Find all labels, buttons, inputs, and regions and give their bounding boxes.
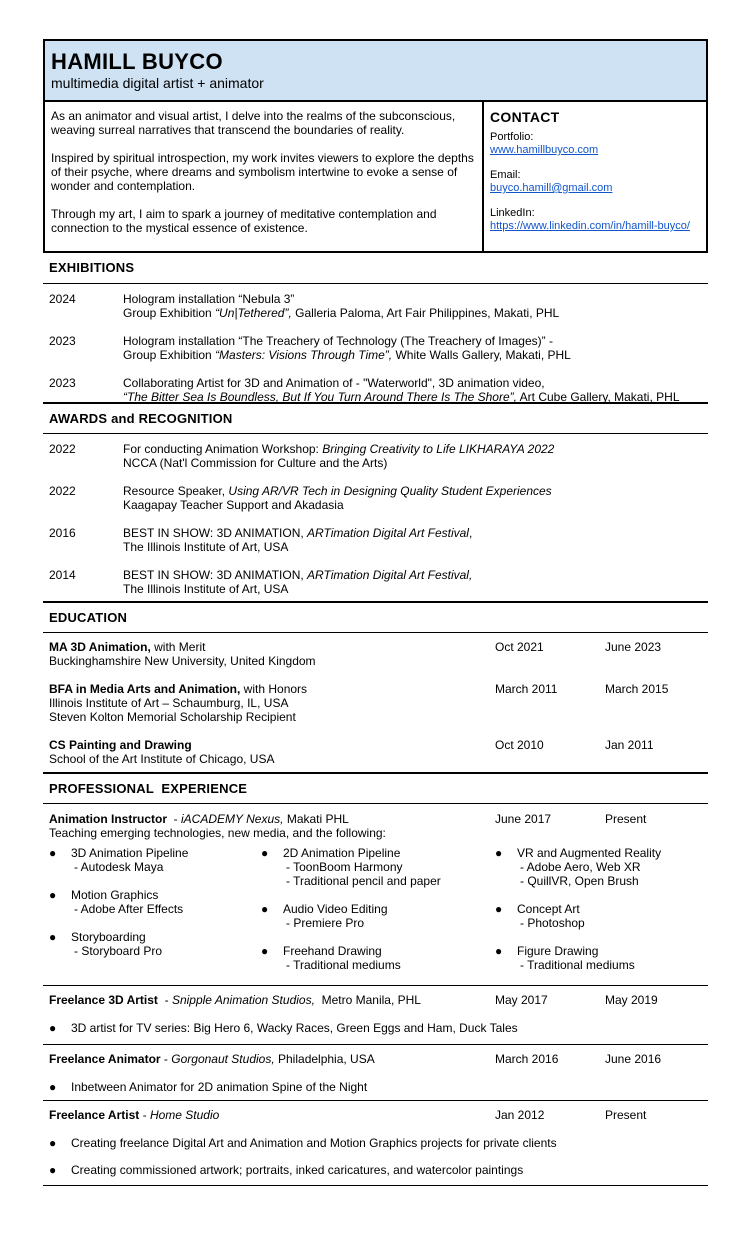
award-entry (43, 442, 708, 470)
statement-paragraph: As an animator and visual artist, I delve into the realms of the subconscious, weaving surreal narratives that transcend the boundaries of reality. (51, 109, 456, 137)
skill-item: ● Storyboarding - Storyboard Pro (49, 930, 163, 958)
award-org: NCCA (Nat'l Commission for Culture and the Arts) (123, 456, 388, 470)
skill-item: ● Audio Video Editing - Premiere Pro (261, 902, 388, 930)
award-title: BEST IN SHOW: 3D ANIMATION, ARTimation Digital Art Festival, (123, 526, 473, 540)
date-to: June 2023 (605, 640, 662, 654)
artist-name: HAMILL BUYCO (51, 49, 223, 74)
artist-subtitle: multimedia digital artist + animator (51, 75, 264, 91)
date-from: May 2017 (495, 993, 548, 1007)
job-bullet: ● 3D artist for TV series: Big Hero 6, Wacky Races, Green Eggs and Ham, Duck Tales (49, 1021, 518, 1035)
date-to: March 2015 (605, 682, 669, 696)
skill-item: ● Concept Art - Photoshop (495, 902, 585, 930)
statement-paragraph: Inspired by spiritual introspection, my work invites viewers to explore the depths of their psyche, where dreams and symbolism intertwine to evoke a sense of wonder and contemplation. (51, 151, 474, 193)
exhibition-title: Hologram installation “Nebula 3” (123, 292, 295, 306)
email-link[interactable]: buyco.hamill@gmail.com (490, 182, 613, 194)
degree: BFA in Media Arts and Animation, with Honors (49, 682, 308, 696)
exhibition-title: Collaborating Artist for 3D and Animation of - "Waterworld", 3D animation video, (123, 376, 545, 390)
job-title: Freelance Animator - Gorgonaut Studios, Philadelphia, USA (49, 1052, 375, 1066)
intro-row (45, 102, 706, 251)
skills-column (261, 846, 495, 986)
exhibition-entry (43, 334, 708, 362)
exhibition-detail: “The Bitter Sea Is Boundless, But If You Turn Around There Is The Shore”, Art Cube Gallery, Makati, PHL (123, 390, 680, 404)
exhibitions-list (43, 284, 708, 402)
education-entry (43, 682, 708, 724)
education-list (43, 633, 708, 772)
award-title: Resource Speaker, Using AR/VR Tech in Designing Quality Student Experiences (123, 484, 552, 498)
date-from: June 2017 (495, 812, 552, 826)
education-entry (43, 640, 708, 668)
school: School of the Art Institute of Chicago, USA (49, 752, 275, 766)
skill-item: ● Figure Drawing - Traditional mediums (495, 944, 635, 972)
skills-column (495, 846, 702, 986)
date-to: Jan 2011 (605, 738, 654, 752)
resume-header (43, 39, 708, 253)
job-title: Freelance Artist - Home Studio (49, 1108, 220, 1122)
job-entry (43, 986, 708, 1044)
awards-title: AWARDS and RECOGNITION (43, 404, 708, 434)
award-org: The Illinois Institute of Art, USA (123, 582, 289, 596)
award-entry (43, 484, 708, 512)
award-year: 2016 (49, 526, 76, 540)
date-from: Jan 2012 (495, 1108, 545, 1122)
skills-grid (43, 846, 708, 986)
exhibitions-title: EXHIBITIONS (43, 253, 708, 284)
exhibition-detail: Group Exhibition “Masters: Visions Through Time”, White Walls Gallery, Makati, PHL (123, 348, 571, 362)
award-title: For conducting Animation Workshop: Bringing Creativity to Life LIKHARAYA 2022 (123, 442, 555, 456)
job-entry (43, 1045, 708, 1100)
date-from: Oct 2021 (495, 640, 544, 654)
resume-page (43, 39, 708, 1186)
degree: CS Painting and Drawing (49, 738, 192, 752)
education-title: EDUCATION (43, 603, 708, 633)
exhibition-entry (43, 292, 708, 320)
job-title: Animation Instructor - iACADEMY Nexus, Makati PHL (49, 812, 349, 826)
date-from: Oct 2010 (495, 738, 544, 752)
date-to: June 2016 (605, 1052, 662, 1066)
date-from: March 2016 (495, 1052, 559, 1066)
award-year: 2022 (49, 442, 76, 456)
degree: MA 3D Animation, with Merit (49, 640, 206, 654)
statement-paragraph: Through my art, I aim to spark a journey of meditative contemplation and connection to the mystical essence of existence. (51, 207, 437, 235)
exhibition-year: 2024 (49, 292, 76, 306)
experience-title: PROFESSIONAL EXPERIENCE (43, 774, 708, 804)
exhibition-year: 2023 (49, 376, 76, 390)
artist-statement (45, 102, 484, 251)
skill-item: ● 2D Animation Pipeline - ToonBoom Harmony - Traditional pencil and paper (261, 846, 441, 888)
job-bullet: ● Inbetween Animator for 2D animation Spine of the Night (49, 1080, 368, 1094)
job-title: Freelance 3D Artist - Snipple Animation Studios, Metro Manila, PHL (49, 993, 421, 1007)
skill-item: ● VR and Augmented Reality - Adobe Aero, Web XR - QuillVR, Open Brush (495, 846, 662, 888)
education-entry (43, 738, 708, 766)
contact-title: CONTACT (490, 109, 560, 125)
portfolio-link[interactable]: www.hamillbuyco.com (490, 144, 599, 156)
linkedin-label: LinkedIn: (490, 207, 535, 219)
portfolio-label: Portfolio: (490, 131, 534, 143)
job-entry (43, 1101, 708, 1185)
award-org: Kaagapay Teacher Support and Akadasia (123, 498, 344, 512)
award-title: BEST IN SHOW: 3D ANIMATION, ARTimation Digital Art Festival, (123, 568, 473, 582)
job-bullet: ● Creating commissioned artwork; portraits, inked caricatures, and watercolor paintings (49, 1163, 524, 1177)
skills-column (49, 846, 261, 986)
job-bullet: ● Creating freelance Digital Art and Animation and Motion Graphics projects for private clients (49, 1136, 557, 1150)
awards-list (43, 434, 708, 601)
award-entry (43, 526, 708, 554)
award-entry (43, 568, 708, 596)
exhibition-year: 2023 (49, 334, 76, 348)
date-to: Present (605, 812, 647, 826)
skill-item: ● Motion Graphics - Adobe After Effects (49, 888, 184, 916)
job-divider (43, 1185, 708, 1186)
exhibition-detail: Group Exhibition “Un|Tethered”, Galleria Paloma, Art Fair Philippines, Makati, PHL (123, 306, 560, 320)
date-to: May 2019 (605, 993, 658, 1007)
exhibition-entry (43, 376, 708, 404)
date-from: March 2011 (495, 682, 558, 696)
exhibition-title: Hologram installation “The Treachery of Technology (The Treachery of Images)” - (123, 334, 553, 348)
name-banner (45, 41, 706, 102)
email-label: Email: (490, 169, 521, 181)
date-to: Present (605, 1108, 647, 1122)
skill-item: ● Freehand Drawing - Traditional mediums (261, 944, 401, 972)
award-org: The Illinois Institute of Art, USA (123, 540, 289, 554)
school-note: Steven Kolton Memorial Scholarship Recipient (49, 710, 296, 724)
award-year: 2022 (49, 484, 76, 498)
award-year: 2014 (49, 568, 76, 582)
school: Illinois Institute of Art – Schaumburg, IL, USA (49, 696, 289, 710)
skill-item: ● 3D Animation Pipeline - Autodesk Maya (49, 846, 189, 874)
school: Buckinghamshire New University, United Kingdom (49, 654, 316, 668)
linkedin-link[interactable]: https://www.linkedin.com/in/hamill-buyco/ (490, 220, 690, 232)
contact-panel (484, 102, 706, 251)
job-instructor (43, 804, 708, 985)
job-description: Teaching emerging technologies, new media, and the following: (49, 826, 386, 840)
